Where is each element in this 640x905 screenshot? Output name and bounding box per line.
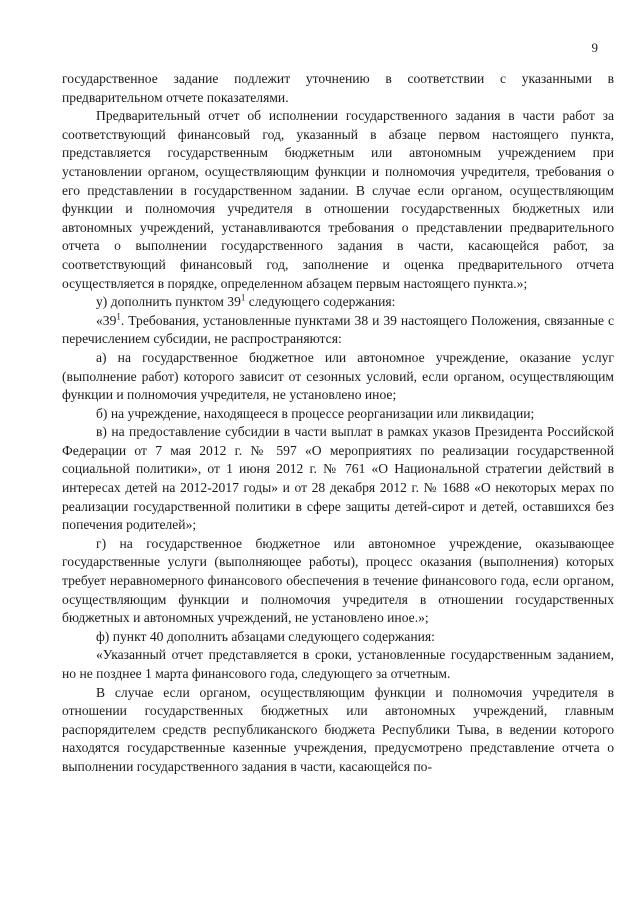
- paragraph: «Указанный отчет представляется в сроки, установленные государственным заданием, но не позднее 1 марта финансового года, следующего за отчетным.: [62, 647, 614, 681]
- paragraph: В случае если органом, осуществляющим функции и полномочия учредителя в отношении государственных бюджетных или автономных учреждений, главным распорядителем средств республиканского бюджета Республики Тыва, в ведении которого находятся государственные казенные учреждения, предусмотрено представление отчета о выполнении государственного задания в части, касающейся по-: [62, 684, 614, 774]
- paragraph-text: «39: [96, 312, 117, 328]
- paragraph-text: . Требования, установленные пунктами 38 и 39 настоящего Положения, связанные с перечислением субсидии, не распространяются:: [62, 312, 614, 347]
- page-number: 9: [591, 40, 598, 55]
- paragraph: [62, 293, 614, 312]
- paragraph: [62, 312, 614, 349]
- document-body: [62, 70, 614, 777]
- paragraph: Предварительный отчет об исполнении государственного задания в части работ за соответствующий финансовый год, указанный в абзаце первом настоящего пункта, представляется государственным бюджетным или автономным учреждением при установлении органом, осуществляющим функции и полномочия учредителя, требования о его представлении в государственном задании. В случае если органом, осуществляющим функции и полномочия учредителя в отношении государственных бюджетных или автономных учреждений, устанавливаются требования о представлении предварительного отчета о выполнении государственного задания в части, касающейся работ, за соответствующий финансовый год, заполнение и оценка предварительного отчета осуществляется в порядке, определенном абзацем первым настоящего пункта.»;: [62, 108, 614, 291]
- paragraph: б) на учреждение, находящееся в процессе реорганизации или ликвидации;: [96, 405, 535, 421]
- superscript: 1: [116, 311, 121, 322]
- paragraph: ф) пункт 40 дополнить абзацами следующего содержания:: [96, 628, 435, 644]
- paragraph: г) на государственное бюджетное или автономное учреждение, оказывающее государственные услуги (выполняющее работы), процесс оказания (выполнения) которых требует неравномерного финансового обеспечения в течение финансового года, если органом, осуществляющим функции и полномочия учредителя в отношении государственных бюджетных и автономных учреждений, не установлено иное.»;: [62, 535, 614, 626]
- superscript: 1: [240, 292, 246, 303]
- paragraph: государственное задание подлежит уточнению в соответствии с указанными в предварительном отчете показателями.: [62, 71, 614, 105]
- paragraph: а) на государственное бюджетное или автономное учреждение, оказание услуг (выполнение работ) которого зависит от сезонных условий, если органом, осуществляющим функции и полномочия учредителя, не установлено иное;: [62, 349, 614, 403]
- paragraph: в) на предоставление субсидии в части выплат в рамках указов Президента Российской Федерации от 7 мая 2012 г. № 597 «О мероприятиях по реализации государственной социальной политики», от 1 июня 2012 г. № 761 «О Национальной стратегии действий в интересах детей на 2012-2017 годы» и от 28 декабря 2012 г. № 1688 «О некоторых мерах по реализации государственной политики в сфере защиты детей-сирот и детей, оставшихся без попечения родителей»;: [62, 424, 614, 533]
- paragraph-text: у) дополнить пунктом 39: [96, 294, 241, 310]
- paragraph-text: следующего содержания:: [245, 294, 396, 310]
